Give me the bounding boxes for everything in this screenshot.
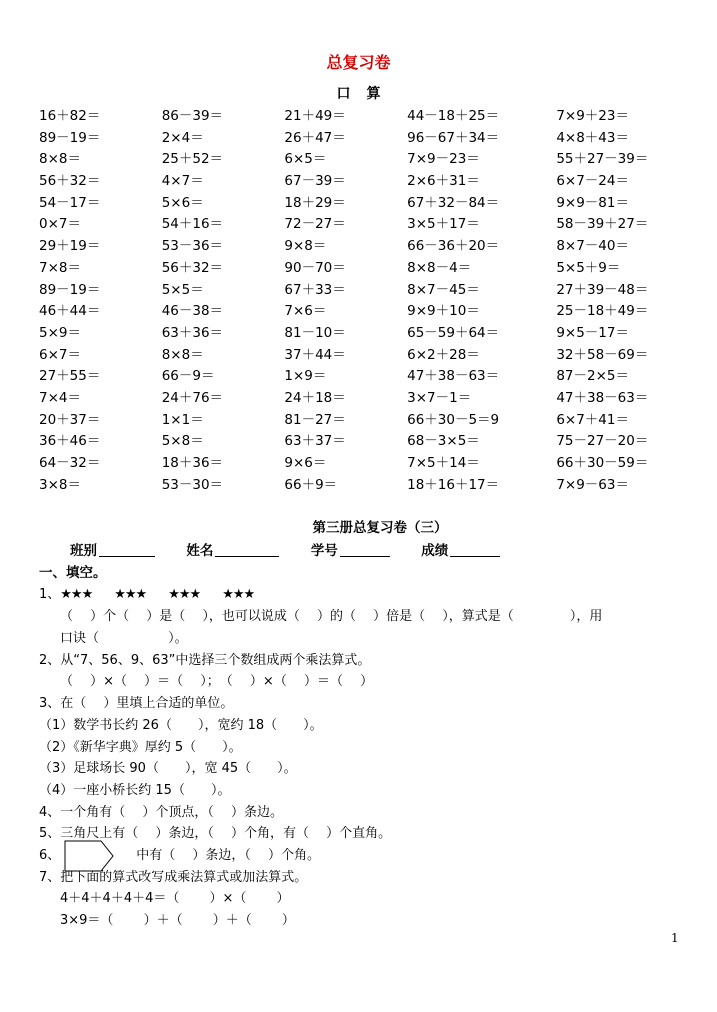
oral-problem: 26＋47＝ xyxy=(284,129,346,146)
oral-problem: 0×7＝ xyxy=(39,216,81,233)
star-group-2: ★★★ xyxy=(114,587,147,602)
name-blank[interactable] xyxy=(215,542,279,557)
oral-problem: 5×5＋9＝ xyxy=(556,259,621,276)
oral-problem: 75－27－20＝ xyxy=(556,433,649,450)
oral-problem: 54－17＝ xyxy=(39,194,101,211)
oral-problem: 18＋16＋17＝ xyxy=(407,476,500,493)
oral-problem: 2×4＝ xyxy=(161,129,204,146)
oral-problem: 8×7－40＝ xyxy=(556,238,629,255)
oral-problem: 7×6＝ xyxy=(284,303,327,320)
oral-problem: 3×8＝ xyxy=(39,476,81,493)
oral-problem: 44－18＋25＝ xyxy=(407,108,500,124)
sub-title: 第三册总复习卷（三） xyxy=(312,520,448,536)
q7-a: 4＋4＋4＋4＋4＝（ ）×（ ） xyxy=(60,891,290,906)
oral-problem: 6×7＋41＝ xyxy=(556,411,629,428)
oral-problem: 8×8＝ xyxy=(39,151,81,168)
oral-problem: 58－39＋27＝ xyxy=(556,216,649,233)
score-blank[interactable] xyxy=(450,542,500,557)
oral-problem: 72－27＝ xyxy=(284,216,346,233)
q1-line2: 口诀（ ）。 xyxy=(60,631,188,646)
heading-char-1: 口 xyxy=(336,86,351,102)
oral-problem: 81－10＝ xyxy=(284,324,346,341)
student-info-row xyxy=(70,539,500,559)
oral-problem: 81－27＝ xyxy=(284,411,346,428)
oral-problem: 9×9－81＝ xyxy=(556,194,629,211)
oral-problem: 6×7－24＝ xyxy=(556,173,629,190)
oral-calculation-grid xyxy=(39,106,679,496)
oral-problem: 3×7－1＝ xyxy=(407,389,472,406)
oral-problem: 7×8＝ xyxy=(39,259,81,276)
oral-problem: 6×5＝ xyxy=(284,151,327,168)
oral-problem: 7×5＋14＝ xyxy=(407,455,480,471)
oral-problem: 90－70＝ xyxy=(284,259,346,276)
q6-text: 中有（ ）条边，（ ）个角。 xyxy=(136,848,321,863)
oral-row xyxy=(39,106,679,128)
oral-row xyxy=(39,149,679,171)
question-7: 7、把下面的算式改写成乘法算式或加法算式。 xyxy=(39,870,308,885)
oral-row xyxy=(39,128,679,150)
oral-problem: 7×9－23＝ xyxy=(407,151,480,168)
q1-number: 1、 xyxy=(39,587,61,602)
oral-problem: 27＋55＝ xyxy=(39,368,101,385)
oral-problem: 36＋46＝ xyxy=(39,433,101,450)
oral-problem: 5×9＝ xyxy=(39,324,81,341)
section-fill-blank: 一、填空。 xyxy=(39,565,107,581)
oral-problem: 27＋39－48＝ xyxy=(556,281,649,298)
oral-problem: 96－67＋34＝ xyxy=(407,129,500,146)
q2-line2: （ ）×（ ）＝（ ）； （ ）×（ ）＝（ ） xyxy=(60,674,374,689)
oral-problem: 66－36＋20＝ xyxy=(407,238,500,255)
oral-row xyxy=(39,410,679,432)
oral-row xyxy=(39,171,679,193)
page-number: 1 xyxy=(671,931,679,945)
oral-problem: 67＋32－84＝ xyxy=(407,194,500,211)
oral-row xyxy=(39,193,679,215)
star-group-3: ★★★ xyxy=(168,587,201,602)
oral-row xyxy=(39,366,679,388)
oral-problem: 24＋76＝ xyxy=(161,389,224,406)
oral-problem: 18＋36＝ xyxy=(161,455,224,471)
oral-problem: 53－30＝ xyxy=(161,476,224,493)
oral-problem: 1×9＝ xyxy=(284,368,327,385)
question-3: 3、在（ ）里填上合适的单位。 xyxy=(39,696,234,711)
oral-problem: 5×8＝ xyxy=(161,433,204,450)
heading-char-2: 算 xyxy=(366,86,381,102)
oral-row xyxy=(39,280,679,302)
q3-c: （3）足球场长 90（ ），宽 45（ ）。 xyxy=(39,761,297,776)
oral-problem: 54＋16＝ xyxy=(161,216,224,233)
oral-problem: 18＋29＝ xyxy=(284,194,346,211)
q1-line1: （ ）个（ ）是（ ），也可以说成（ ）的（ ）倍是（ ），算式是（ ），用 xyxy=(60,609,603,624)
oral-problem: 6×2＋28＝ xyxy=(407,346,480,363)
q3-b: （2）《新华字典》厚约 5（ ）。 xyxy=(39,740,242,755)
question-2: 2、从“7、56、9、63”中选择三个数组成两个乘法算式。 xyxy=(39,653,371,668)
oral-problem: 46＋44＝ xyxy=(39,303,101,320)
oral-problem: 21＋49＝ xyxy=(284,108,346,124)
oral-problem: 8×8－4＝ xyxy=(407,259,472,276)
oral-problem: 3×5＋17＝ xyxy=(407,216,480,233)
class-label: 班别 xyxy=(70,543,97,559)
oral-row xyxy=(39,301,679,323)
oral-problem: 89－19＝ xyxy=(39,129,101,146)
q3-d: （4）一座小桥长约 15（ ）。 xyxy=(39,783,231,798)
oral-problem: 29＋19＝ xyxy=(39,238,101,255)
oral-problem: 16＋82＝ xyxy=(39,108,101,124)
question-4: 4、一个角有（ ）个顶点，（ ）条边。 xyxy=(39,805,284,820)
oral-row xyxy=(39,258,679,280)
oral-problem: 67－39＝ xyxy=(284,173,346,190)
page-title: 总复习卷 xyxy=(326,53,391,72)
question-5: 5、三角尺上有（ ）条边，（ ）个角，有（ ）个直角。 xyxy=(39,826,392,841)
oral-problem: 87－2×5＝ xyxy=(556,368,629,385)
star-group-1: ★★★ xyxy=(60,587,93,602)
oral-problem: 66＋30－59＝ xyxy=(556,455,649,471)
oral-problem: 67＋33＝ xyxy=(284,281,346,298)
oral-problem: 9×9＋10＝ xyxy=(407,303,480,320)
oral-problem: 24＋18＝ xyxy=(284,389,346,406)
oral-problem: 4×7＝ xyxy=(161,173,204,190)
q6-number: 6、 xyxy=(39,848,61,863)
oral-problem: 53－36＝ xyxy=(161,238,224,255)
question-1 xyxy=(39,583,254,602)
oral-problem: 89－19＝ xyxy=(39,281,101,298)
oral-problem: 5×6＝ xyxy=(161,194,204,211)
oral-problem: 47＋38－63＝ xyxy=(556,389,649,406)
oral-problem: 20＋37＝ xyxy=(39,411,101,428)
oral-problem: 6×7＝ xyxy=(39,346,81,363)
oral-problem: 64－32＝ xyxy=(39,455,101,471)
oral-problem: 63＋37＝ xyxy=(284,433,346,450)
oral-row xyxy=(39,345,679,367)
oral-row xyxy=(39,475,679,497)
oral-problem: 9×5－17＝ xyxy=(556,324,629,341)
oral-problem: 1×1＝ xyxy=(161,411,204,428)
oral-problem: 7×9＋23＝ xyxy=(556,108,629,124)
oral-problem: 65－59＋64＝ xyxy=(407,324,500,341)
star-group-4: ★★★ xyxy=(222,587,255,602)
oral-problem: 66＋30－5＝9 xyxy=(407,411,500,428)
oral-row xyxy=(39,236,679,258)
oral-problem: 68－3×5＝ xyxy=(407,433,480,450)
id-blank[interactable] xyxy=(340,542,390,557)
oral-problem: 66－9＝ xyxy=(161,368,215,385)
oral-problem: 8×8＝ xyxy=(161,346,204,363)
score-label: 成绩 xyxy=(421,543,449,559)
q3-a: （1）数学书长约 26（ ），宽约 18（ ）。 xyxy=(39,718,323,733)
oral-problem: 56＋32＝ xyxy=(161,259,224,276)
oral-problem: 9×8＝ xyxy=(284,238,327,255)
oral-problem: 47＋38－63＝ xyxy=(407,368,500,385)
oral-row xyxy=(39,388,679,410)
oral-row xyxy=(39,431,679,453)
oral-problem: 25＋52＝ xyxy=(161,151,224,168)
oral-problem: 63＋36＝ xyxy=(161,324,224,341)
oral-problem: 86－39＝ xyxy=(161,108,224,124)
oral-problem: 56＋32＝ xyxy=(39,173,101,190)
class-blank[interactable] xyxy=(99,542,155,557)
name-label: 姓名 xyxy=(186,543,214,559)
oral-problem: 46－38＝ xyxy=(161,303,224,320)
oral-problem: 32＋58－69＝ xyxy=(556,346,649,363)
oral-row xyxy=(39,323,679,345)
oral-problem: 66＋9＝ xyxy=(284,476,338,493)
oral-problem: 7×4＝ xyxy=(39,389,81,406)
section-oral-heading xyxy=(0,83,717,103)
q7-b: 3×9＝（ ）＋（ ）＋（ ） xyxy=(60,913,295,928)
oral-problem: 2×6＋31＝ xyxy=(407,173,480,190)
oral-problem: 25－18＋49＝ xyxy=(556,303,649,320)
oral-problem: 55＋27－39＝ xyxy=(556,151,649,168)
oral-problem: 4×8＋43＝ xyxy=(556,129,629,146)
oral-problem: 9×6＝ xyxy=(284,455,327,471)
oral-problem: 5×5＝ xyxy=(161,281,204,298)
oral-problem: 7×9－63＝ xyxy=(556,476,629,493)
oral-problem: 37＋44＝ xyxy=(284,346,346,363)
oral-problem: 8×7－45＝ xyxy=(407,281,480,298)
oral-row xyxy=(39,214,679,236)
id-label: 学号 xyxy=(310,543,338,559)
oral-row xyxy=(39,453,679,475)
